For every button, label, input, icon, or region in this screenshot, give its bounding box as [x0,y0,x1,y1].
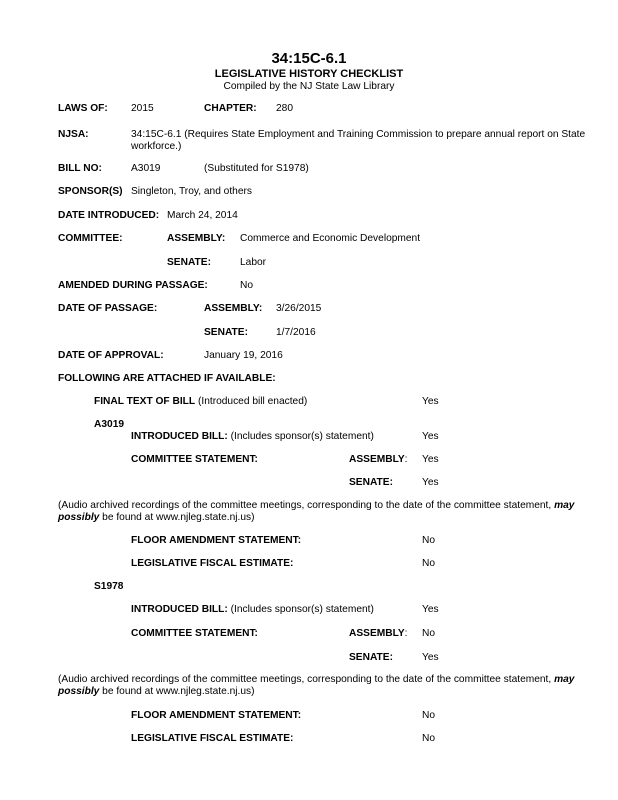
committee-senate-value: Labor [240,257,267,268]
a3019-assembly-label: ASSEMBLY [349,454,405,465]
s1978-audio-post: be found at www.njleg.state.nj.us) [102,686,255,697]
a3019-senate-value: Yes [422,477,439,488]
s1978-fiscal-value: No [422,733,436,744]
a3019-fiscal-value: No [422,558,436,569]
s1978-fiscal-label: LEGISLATIVE FISCAL ESTIMATE: [131,733,294,744]
compiled-by: Compiled by the NJ State Law Library [223,81,395,92]
bill-no-label: BILL NO: [58,163,102,174]
date-introduced-label: DATE INTRODUCED: [58,210,160,221]
a3019-audio-post: be found at www.njleg.state.nj.us) [102,512,255,523]
s1978-introduced-row [131,604,374,616]
a3019-floor-value: No [422,535,436,546]
date-of-passage-label: DATE OF PASSAGE: [58,303,158,314]
passage-assembly-label: ASSEMBLY: [204,303,263,314]
final-text-row [94,396,307,408]
njsa-label: NJSA: [58,129,89,140]
committee-assembly-value: Commerce and Economic Development [240,233,421,244]
page-title: 34:15C-6.1 [271,50,347,67]
page-subtitle: LEGISLATIVE HISTORY CHECKLIST [214,68,404,80]
sponsors-label: SPONSOR(S) [58,186,123,197]
s1978-senate-label: SENATE: [349,652,393,663]
amended-value: No [240,280,254,291]
s1978-audio-emphasis: may possibly [58,674,575,697]
a3019-assembly-row [349,454,408,466]
s1978-introduced-note: (Includes sponsor(s) statement) [230,604,374,615]
a3019-assembly-value: Yes [422,454,439,465]
passage-senate-label: SENATE: [204,327,248,338]
a3019-introduced-value: Yes [422,431,439,442]
date-of-approval-label: DATE OF APPROVAL: [58,350,164,361]
chapter-value: 280 [276,103,293,114]
final-text-note: (Introduced bill enacted) [197,396,308,407]
a3019-audio-emphasis: may possibly [58,500,575,523]
s1978-introduced-value: Yes [422,604,439,615]
s1978-assembly-value: No [422,628,436,639]
s1978-floor-label: FLOOR AMENDMENT STATEMENT: [131,710,302,721]
njsa-value: 34:15C-6.1 (Requires State Employment and Training Commission to prepare annual report on State workforce.) [131,129,586,152]
final-text-value: Yes [422,396,439,407]
laws-of-label: LAWS OF: [58,103,108,114]
passage-senate-value: 1/7/2016 [276,327,316,338]
s1978-introduced-label: INTRODUCED BILL: [131,604,228,615]
s1978-assembly-row [349,628,408,640]
date-of-approval-value: January 19, 2016 [204,350,283,361]
chapter-label: CHAPTER: [204,103,257,114]
s1978-bill-heading: S1978 [94,581,124,592]
amended-label: AMENDED DURING PASSAGE: [58,280,208,291]
s1978-committee-label: COMMITTEE STATEMENT: [131,628,258,639]
a3019-fiscal-label: LEGISLATIVE FISCAL ESTIMATE: [131,558,294,569]
a3019-introduced-label: INTRODUCED BILL: [131,431,228,442]
s1978-floor-value: No [422,710,436,721]
bill-no-note: (Substituted for S1978) [204,163,309,174]
a3019-audio-pre: (Audio archived recordings of the committee meetings, corresponding to the date of the committee statement, [58,500,552,511]
s1978-senate-value: Yes [422,652,439,663]
a3019-assembly-colon: : [404,454,408,465]
s1978-audio-note [58,674,606,698]
laws-of-value: 2015 [131,103,154,114]
committee-senate-label: SENATE: [167,257,211,268]
a3019-bill-heading: A3019 [94,419,125,430]
a3019-introduced-note: (Includes sponsor(s) statement) [230,431,374,442]
sponsors-value: Singleton, Troy, and others [131,186,252,197]
a3019-audio-note [58,500,606,524]
a3019-introduced-row [131,431,374,443]
s1978-assembly-colon: : [404,628,408,639]
attached-heading: FOLLOWING ARE ATTACHED IF AVAILABLE: [58,373,276,384]
passage-assembly-value: 3/26/2015 [276,303,322,314]
a3019-senate-label: SENATE: [349,477,393,488]
date-introduced-value: March 24, 2014 [167,210,238,221]
committee-label: COMMITTEE: [58,233,123,244]
bill-no-value: A3019 [131,163,161,174]
s1978-assembly-label: ASSEMBLY [349,628,405,639]
s1978-audio-pre: (Audio archived recordings of the committee meetings, corresponding to the date of the committee statement, [58,674,552,685]
a3019-committee-label: COMMITTEE STATEMENT: [131,454,258,465]
a3019-floor-label: FLOOR AMENDMENT STATEMENT: [131,535,302,546]
committee-assembly-label: ASSEMBLY: [167,233,226,244]
final-text-label: FINAL TEXT OF BILL [94,396,196,407]
